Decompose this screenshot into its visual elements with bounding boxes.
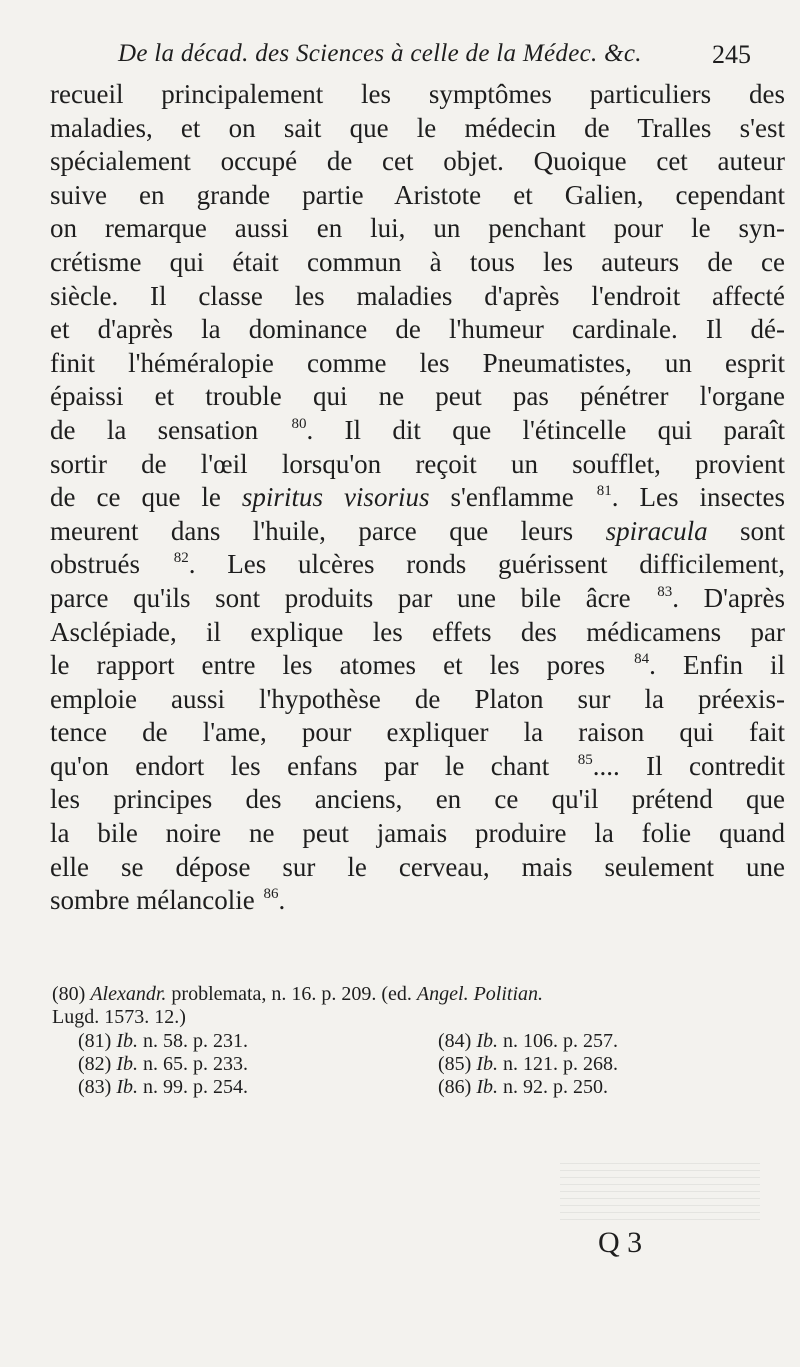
footnote-ref: 80 [291,415,307,432]
text-line: siècle. Il classe les maladies d'après l'endroit affecté [50,280,785,311]
text-line: elle se dépose sur le cerveau, mais seulement une [50,851,785,882]
text-line: tence de l'ame, pour expliquer la raison qui fait [50,717,785,748]
text-line: obstrués $^{82}$. Les ulcères ronds guérissent difficilement, [50,549,786,580]
footnote: (84) Ib. n. 106. p. 257. [438,1030,618,1052]
text-line: emploie aussi l'hypothèse de Platon sur la préexis- [50,683,785,714]
text-line: la bile noire ne peut jamais produire la folie quand [50,818,785,849]
footnote-number: (80) [52,983,86,1005]
text-line: de ce que le spiritus visorius s'enflamme $^{81}$. Les insectes [50,482,785,513]
footnote-text: problemata, n. 16. p. 209. (ed. [171,983,412,1005]
text-line: sombre mélancolie $^{86}$. [50,885,286,916]
text-line: sortir de l'œil lorsqu'on reçoit un soufflet, provient [50,448,785,479]
footnote-continuation: Lugd. 1573. 12.) [52,1006,186,1028]
text-line: on remarque aussi en lui, un penchant pour le syn- [50,213,785,244]
text-line: parce qu'ils sont produits par une bile âcre $^{83}$. D'après [50,582,785,613]
text-line: recueil principalement les symptômes particuliers des [50,79,785,109]
text-line: suive en grande partie Aristote et Galien, cependant [50,179,785,210]
footnote: (85) Ib. n. 121. p. 268. [438,1053,618,1075]
text-line: meurent dans l'huile, parce que leurs spiracula sont [50,515,786,546]
text-line: les principes des anciens, en ce qu'il prétend que [50,784,785,815]
show-through-texture [560,1160,760,1220]
footnote: (81) Ib. n. 58. p. 231. [78,1030,248,1052]
latin-term: spiritus visorius [241,482,430,513]
text-line: le rapport entre les atomes et les pores $^{84}$. Enfin il [50,650,785,681]
footnote-ref: 86 [263,886,279,903]
footnote: (82) Ib. n. 65. p. 233. [78,1053,248,1075]
page-number: 245 [712,40,751,69]
text-line: épaissi et trouble qui ne peut pas pénétrer l'organe [50,381,785,412]
running-header [118,40,678,68]
text-line: Asclépiade, il explique les effets des médicamens par [50,616,785,647]
latin-term: spiracula [605,515,708,546]
text-line: finit l'héméralopie comme les Pneumatistes, un esprit [50,347,785,378]
footnote-80 [52,983,772,1029]
footnote: (86) Ib. n. 92. p. 250. [438,1076,608,1098]
footnote-editor: Angel. Politian. [416,983,544,1005]
footnote: (83) Ib. n. 99. p. 254. [78,1076,248,1098]
footnote-ref: 84 [634,651,650,668]
text-line: de la sensation $^{80}$. Il dit que l'étincelle qui paraît [50,414,785,445]
footnote-column-right [438,1030,618,1099]
footnote-author: Alexandr. [90,983,167,1005]
text-line: crétisme qui était commun à tous les auteurs de ce [50,246,785,277]
footnote-ref: 85 [577,751,593,768]
main-text [50,78,785,918]
footnote-ref: 83 [657,583,673,600]
text-line: et d'après la dominance de l'humeur cardinale. Il dé- [50,314,785,345]
running-title: De la décad. des Sciences à celle de la Médec. &c. [118,40,642,67]
footnote-ref: 82 [173,550,189,567]
text-line: spécialement occupé de cet objet. Quoique cet auteur [50,146,785,177]
footnote-column-left [78,1030,248,1099]
footnote-ref: 81 [596,483,612,500]
text-line: qu'on endort les enfans par le chant $^{85}$.... Il contredit [50,750,785,781]
signature-mark: Q 3 [598,1226,643,1259]
text-line: maladies, et on sait que le médecin de Tralles s'est [50,112,785,143]
